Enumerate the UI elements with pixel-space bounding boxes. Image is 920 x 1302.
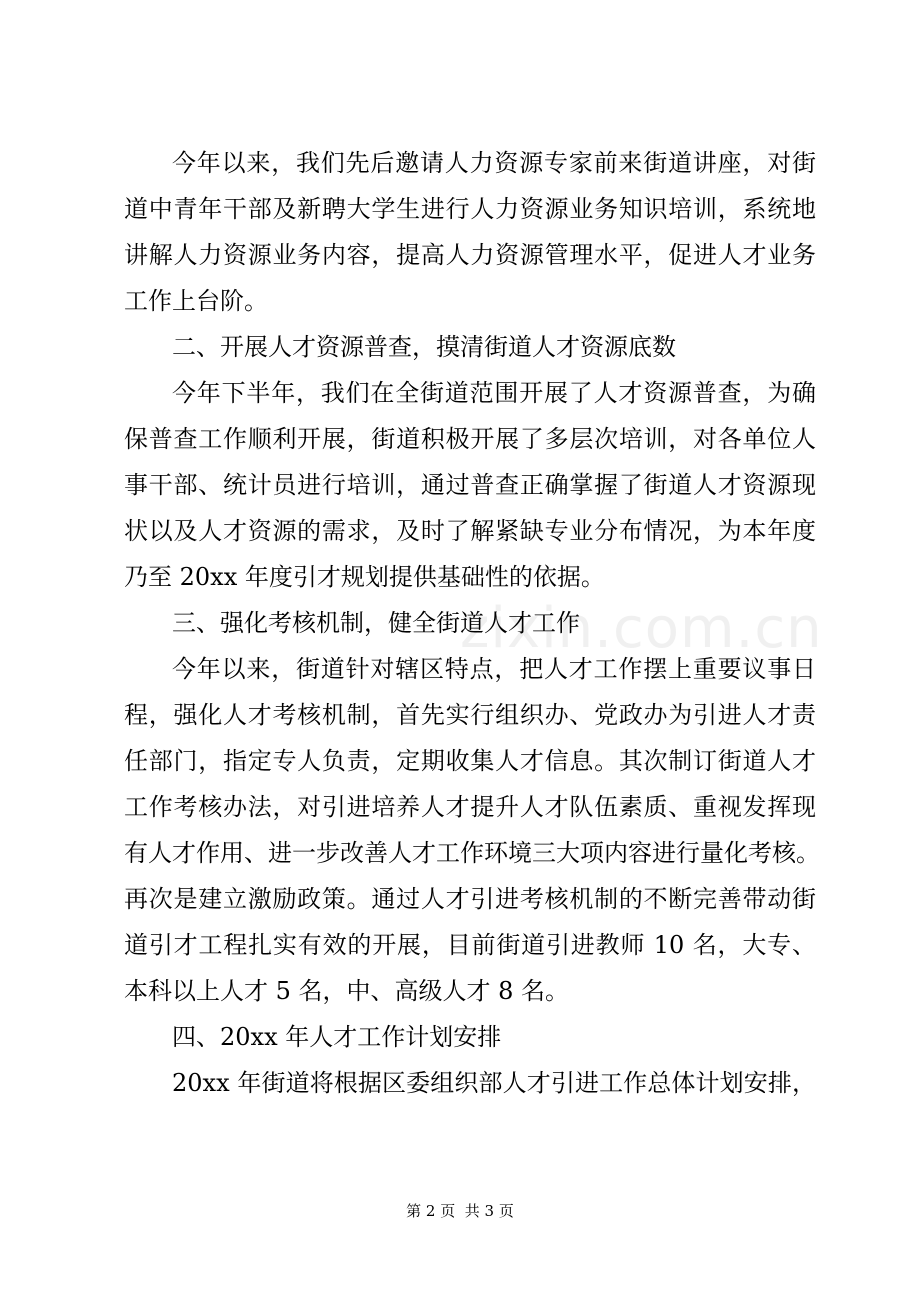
section-heading: 四、20xx 年人才工作计划安排 bbox=[172, 1023, 502, 1051]
text-line: 再次是建立激励政策。通过人才引进考核机制的不断完善带动街 bbox=[124, 885, 816, 913]
text-line: 道中青年干部及新聘大学生进行人力资源业务知识培训，系统地 bbox=[124, 195, 816, 223]
text-line: 任部门，指定专人负责，定期收集人才信息。其次制订街道人才 bbox=[124, 747, 816, 775]
text-line: 工作上台阶。 bbox=[124, 287, 268, 315]
text-line: 乃至 20xx 年度引才规划提供基础性的依据。 bbox=[124, 563, 605, 591]
section-heading: 二、开展人才资源普查，摸清街道人才资源底数 bbox=[172, 333, 676, 361]
text-line: 有人才作用、进一步改善人才工作环境三大项内容进行量化考核。 bbox=[124, 839, 820, 867]
text-line: 工作考核办法，对引进培养人才提升人才队伍素质、重视发挥现 bbox=[124, 793, 816, 821]
text-line: 讲解人力资源业务内容，提高人力资源管理水平，促进人才业务 bbox=[124, 241, 816, 269]
text-line: 今年以来，我们先后邀请人力资源专家前来街道讲座，对街 bbox=[172, 149, 816, 177]
text-line: 事干部、统计员进行培训，通过普查正确掌握了街道人才资源现 bbox=[124, 471, 816, 499]
text-line: 本科以上人才 5 名，中、高级人才 8 名。 bbox=[124, 977, 570, 1005]
text-line: 今年下半年，我们在全街道范围开展了人才资源普查，为确 bbox=[172, 379, 816, 407]
text-line: 20xx 年街道将根据区委组织部人才引进工作总体计划安排， bbox=[172, 1069, 816, 1097]
text-line: 保普查工作顺利开展，街道积极开展了多层次培训，对各单位人 bbox=[124, 425, 816, 453]
page-footer: 第 2 页 共 3 页 bbox=[406, 1202, 514, 1220]
watermark: zixin.com.cn bbox=[460, 596, 823, 661]
text-line: 程，强化人才考核机制，首先实行组织办、党政办为引进人才责 bbox=[124, 701, 816, 729]
section-heading: 三、强化考核机制，健全街道人才工作 bbox=[172, 609, 580, 637]
text-line: 状以及人才资源的需求，及时了解紧缺专业分布情况，为本年度 bbox=[124, 517, 816, 545]
text-line: 道引才工程扎实有效的开展，目前街道引进教师 10 名，大专、 bbox=[124, 931, 816, 959]
text-line: 今年以来，街道针对辖区特点，把人才工作摆上重要议事日 bbox=[172, 655, 816, 683]
